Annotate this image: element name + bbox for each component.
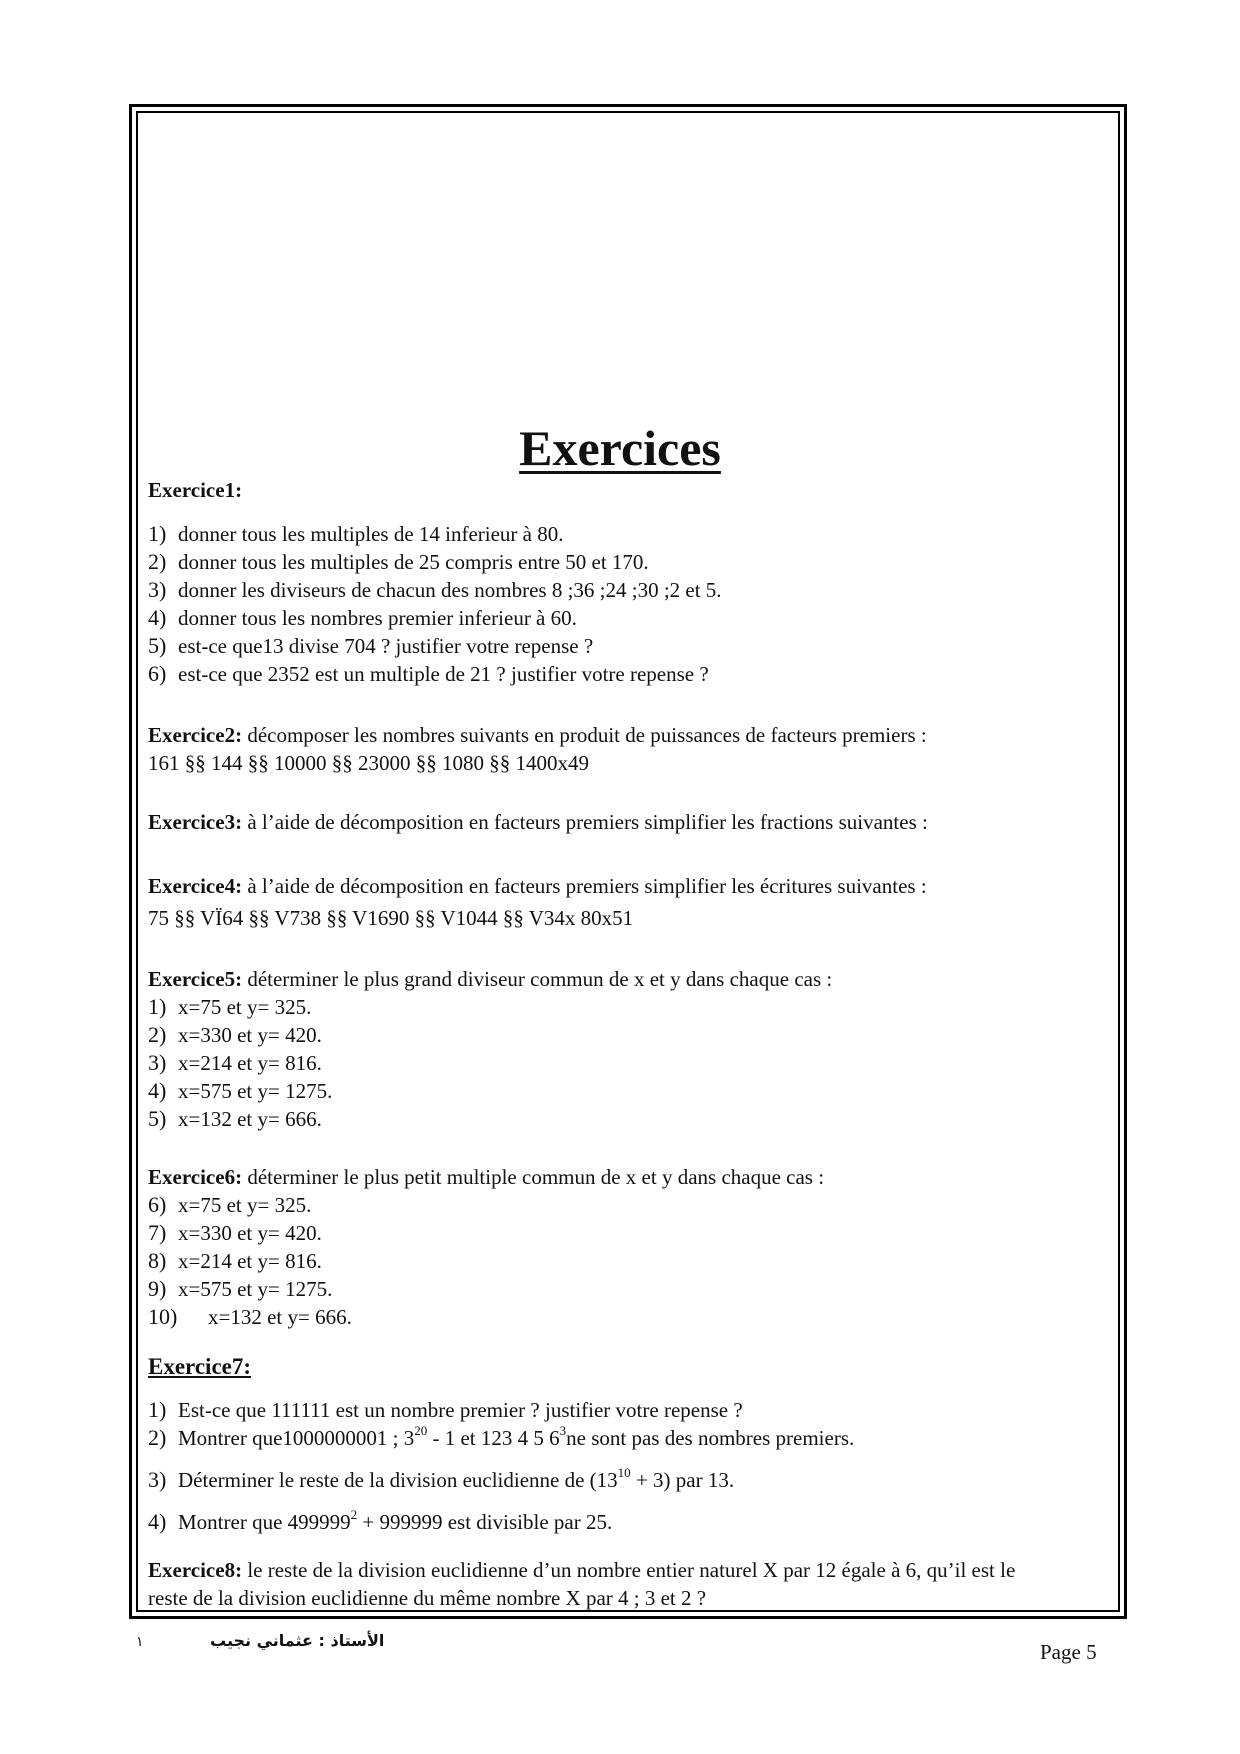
- footer-left-number: ١: [136, 1635, 144, 1650]
- exercise-5: [148, 965, 1108, 1133]
- exercise-6: [148, 1163, 1108, 1331]
- list-item: 3) Déterminer le reste de la division euclidienne de $(13^{10} + 3)$ par 13.: [148, 1465, 735, 1492]
- footer-author: الأستاذ : عثماني نجيب: [210, 1631, 385, 1650]
- exercise-6-statement: Exercice6: déterminer le plus petit multiple commun de x et y dans chaque cas :: [148, 1165, 825, 1189]
- page-title: Exercices: [519, 420, 721, 476]
- exercise-7-list: [148, 1396, 1108, 1536]
- list-item: 7) x=330 et y= 420.: [148, 1220, 322, 1245]
- exercise-2-numbers: 161 §§ 144 §§ 10000 §§ 23000 §§ 1080 §§ 1400x49: [148, 751, 589, 775]
- exercise-7-heading: Exercice7:: [148, 1354, 252, 1379]
- page-number: Page 5: [1040, 1640, 1097, 1664]
- list-item: 5) x=132 et y= 666.: [148, 1106, 322, 1131]
- list-item: 3) donner les diviseurs de chacun des nombres 8 ;36 ;24 ;30 ;2 et 5.: [148, 577, 722, 602]
- list-item: 6) est-ce que 2352 est un multiple de 21 ? justifier votre repense ?: [148, 661, 709, 686]
- list-item: 2) Montrer que1000000001 ; $3^{20} - 1$ et 123 4 5 $6^3ne$ sont pas des nombres premiers.: [148, 1423, 855, 1450]
- exercise-2: [148, 721, 1108, 777]
- exercise-3-statement: Exercice3: à l’aide de décomposition en facteurs premiers simplifier les fractions suivantes :: [148, 810, 928, 834]
- exercise-4: [148, 872, 1108, 932]
- list-item: 8) x=214 et y= 816.: [148, 1248, 322, 1273]
- exercise-5-statement: Exercice5: déterminer le plus grand diviseur commun de x et y dans chaque cas :: [148, 967, 833, 991]
- list-item: 3) x=214 et y= 816.: [148, 1050, 322, 1075]
- exercise-4-statement: Exercice4: à l’aide de décomposition en facteurs premiers simplifier les écritures suivantes :: [148, 874, 927, 898]
- exercise-1: [148, 476, 1108, 504]
- exercise-3: [148, 808, 1108, 836]
- exercise-4-expressions: 75 §§ VÏ64 §§ V738 §§ V1690 §§ V1044 §§ V34x 80x51: [148, 906, 634, 930]
- list-item: 9) x=575 et y= 1275.: [148, 1276, 333, 1301]
- list-item: 2) donner tous les multiples de 25 compris entre 50 et 170.: [148, 549, 649, 574]
- list-item: 1) donner tous les multiples de 14 inferieur à 80.: [148, 521, 564, 546]
- page-border-inner: [136, 111, 1120, 1612]
- list-item: 4) x=575 et y= 1275.: [148, 1078, 333, 1103]
- exercise-8: [148, 1556, 1108, 1612]
- exercise-7: [148, 1353, 1108, 1381]
- list-item: 5) est-ce que13 divise 704 ? justifier votre repense ?: [148, 633, 594, 658]
- exercise-2-statement: Exercice2: décomposer les nombres suivants en produit de puissances de facteurs premiers :: [148, 723, 927, 747]
- list-item: 2) x=330 et y= 420.: [148, 1022, 322, 1047]
- exercise-8-statement: Exercice8: le reste de la division euclidienne d’un nombre entier naturel X par 12 égale à 6, qu’il est le: [148, 1558, 1016, 1582]
- exercise-1-list: [148, 520, 1108, 688]
- list-item: 6) x=75 et y= 325.: [148, 1192, 312, 1217]
- list-item: 10) x=132 et y= 666.: [148, 1304, 352, 1329]
- list-item: 4) Montrer que $499999^2 + 999999$ est divisible par 25.: [148, 1507, 613, 1534]
- exercise-1-heading: Exercice1:: [148, 478, 243, 502]
- exercise-8-statement-cont: reste de la division euclidienne du même nombre X par 4 ; 3 et 2 ?: [148, 1586, 707, 1610]
- list-item: 4) donner tous les nombres premier inferieur à 60.: [148, 605, 577, 630]
- list-item: 1) Est-ce que 111111 est un nombre premier ? justifier votre repense ?: [148, 1397, 743, 1422]
- list-item: 1) x=75 et y= 325.: [148, 994, 312, 1019]
